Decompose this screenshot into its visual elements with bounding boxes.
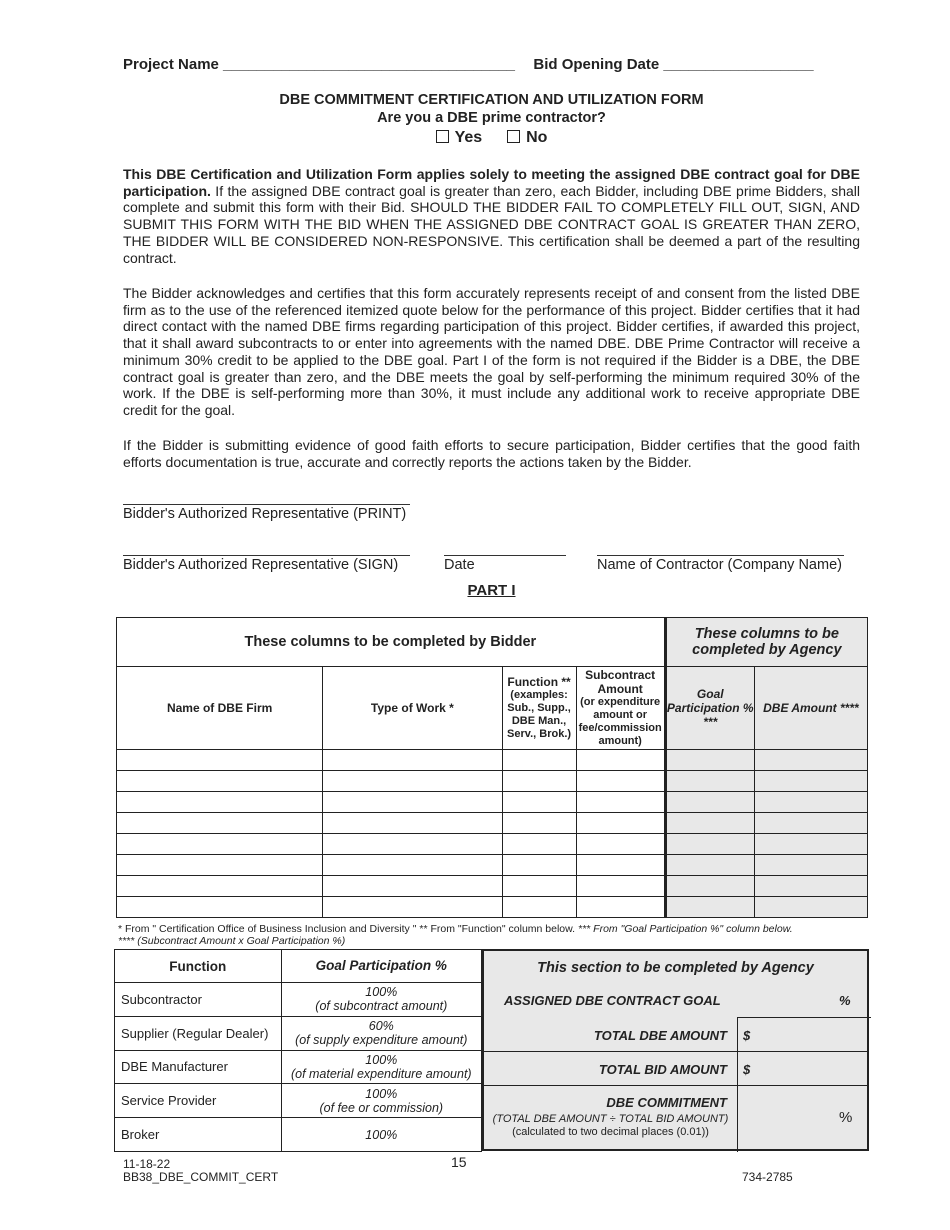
- amount-cell[interactable]: [576, 897, 665, 918]
- amount-note: (or expenditure amount or fee/commission amount): [578, 696, 662, 747]
- dbe-commitment-pct[interactable]: %: [839, 1109, 853, 1126]
- print-signature-line[interactable]: [123, 504, 410, 505]
- goal-cell[interactable]: [665, 792, 754, 813]
- firm-cell[interactable]: [117, 750, 323, 771]
- dbe-amount-cell[interactable]: [754, 876, 867, 897]
- sign-signature-line[interactable]: [123, 555, 410, 556]
- goal-desc: (of fee or commission): [319, 1100, 444, 1115]
- function-cell[interactable]: [502, 897, 576, 918]
- col-header-amount: [576, 667, 665, 750]
- paragraph-body: If the assigned DBE contract goal is greater than zero, each Bidder, including DBE prime Bidders, shall complete and submit this form with their Bid. SHOULD THE BIDDER FAIL TO COMPLETELY FILL OUT, SIGN, AND SUBMIT THIS FORM WITH THE BID WHEN THE ASSIGNED DBE CONTRACT GOAL IS GREATER THAN ZERO, THE BIDDER WILL BE CONSIDERED NON-RESPONSIVE. This certification shall be deemed a part of the resulting contract.: [123, 182, 860, 266]
- col-header-work: Type of Work *: [323, 667, 502, 750]
- goal-pct: 100%: [365, 985, 398, 1000]
- function-goal: [281, 983, 481, 1017]
- agency-section: [482, 949, 869, 1151]
- dbe-amount-cell[interactable]: [754, 792, 867, 813]
- col-header-firm: Name of DBE Firm: [117, 667, 323, 750]
- dbe-amount-cell[interactable]: [754, 897, 867, 918]
- no-checkbox[interactable]: [507, 129, 547, 146]
- firm-cell[interactable]: [117, 834, 323, 855]
- amount-cell[interactable]: [576, 834, 665, 855]
- goal-cell[interactable]: [665, 750, 754, 771]
- goal-cell[interactable]: [665, 876, 754, 897]
- date-label: Date: [444, 557, 475, 573]
- total-dbe-label: TOTAL DBE AMOUNT: [593, 1028, 727, 1043]
- dbe-amount-cell[interactable]: [754, 855, 867, 876]
- dbe-commitment-precision: (calculated to two decimal places (0.01)): [512, 1126, 709, 1138]
- firm-cell[interactable]: [117, 792, 323, 813]
- function-row: [115, 1016, 482, 1050]
- goal-cell[interactable]: [665, 834, 754, 855]
- function-goal-table: [114, 949, 482, 1152]
- paragraph-certification: The Bidder acknowledges and certifies that this form accurately represents receipt of and consent from the listed DBE firm as to the use of the referenced itemized quote below for the performance of this project. Bidder certifies that it had direct contact with the named DBE firms regarding participation of this project. Bidder certifies, if awarded this project, that it shall award subcontracts to or enter into agreements with the named DBE. DBE Prime Contractor will receive a minimum 30% credit to be applied to the DBE goal. Part I of the form is not required if the Bidder is a DBE, the DBE contract goal is greater than zero, and the DBE meets the goal by self-performing the minimum required 30% of the work. If the DBE is self-performing more than 30%, it must include any additional work to receive appropriate DBE credit for the goal.: [123, 285, 860, 418]
- amount-cell[interactable]: [576, 813, 665, 834]
- agency-section-title: This section to be completed by Agency: [537, 960, 814, 976]
- divider: [484, 1051, 867, 1052]
- project-name-label[interactable]: Project Name ___________________________________: [123, 56, 516, 73]
- total-bid-value[interactable]: $: [743, 1062, 751, 1077]
- goal-cell[interactable]: [665, 855, 754, 876]
- dbe-firms-table: [116, 617, 868, 918]
- function-cell[interactable]: [502, 750, 576, 771]
- function-cell[interactable]: [502, 855, 576, 876]
- table-row: [117, 750, 868, 771]
- checkbox-icon[interactable]: [507, 130, 520, 143]
- function-header: Function: [115, 950, 282, 983]
- footnote-line-2: **** (Subcontract Amount x Goal Participation %): [118, 935, 346, 947]
- total-dbe-value[interactable]: $: [743, 1028, 751, 1043]
- function-cell[interactable]: [502, 834, 576, 855]
- yes-no-options: [0, 129, 950, 147]
- function-row: [115, 983, 482, 1017]
- paragraph-good-faith: If the Bidder is submitting evidence of good faith efforts to secure participation, Bidder certifies that the good faith efforts documentation is true, accurate and correctly reports the actions taken by the Bidder.: [123, 437, 860, 470]
- company-name-label: Name of Contractor (Company Name): [597, 557, 842, 573]
- goal-header: Goal Participation %: [281, 950, 481, 983]
- firm-cell[interactable]: [117, 876, 323, 897]
- function-row: [115, 1084, 482, 1118]
- assigned-goal-pct[interactable]: %: [839, 993, 851, 1008]
- paragraph-applicability: [123, 166, 860, 266]
- work-cell[interactable]: [323, 792, 502, 813]
- total-bid-label: TOTAL BID AMOUNT: [598, 1062, 727, 1077]
- amount-cell[interactable]: [576, 771, 665, 792]
- print-signature-label: Bidder's Authorized Representative (PRINT): [123, 506, 407, 522]
- function-name: DBE Manufacturer: [115, 1050, 282, 1084]
- goal-pct: 100%: [365, 1052, 398, 1067]
- divider: [484, 1085, 867, 1086]
- goal-desc: (of supply expenditure amount): [295, 1033, 468, 1048]
- work-cell[interactable]: [323, 771, 502, 792]
- function-name: Broker: [115, 1118, 282, 1152]
- table-row: [117, 813, 868, 834]
- col-header-dbe-amount: DBE Amount ****: [754, 667, 867, 750]
- prime-contractor-question: Are you a DBE prime contractor?: [377, 110, 606, 126]
- goal-cell[interactable]: [665, 897, 754, 918]
- footer-code: BB38_DBE_COMMIT_CERT: [123, 1170, 279, 1184]
- form-title: DBE COMMITMENT CERTIFICATION AND UTILIZATION FORM: [279, 92, 704, 108]
- work-cell[interactable]: [323, 855, 502, 876]
- footer-date: 11-18-22: [123, 1157, 171, 1171]
- table-row: [117, 834, 868, 855]
- dbe-commitment-formula: (TOTAL DBE AMOUNT ÷ TOTAL BID AMOUNT): [492, 1113, 729, 1125]
- dbe-amount-cell[interactable]: [754, 813, 867, 834]
- function-cell[interactable]: [502, 813, 576, 834]
- goal-cell[interactable]: [665, 771, 754, 792]
- function-goal: [281, 1084, 481, 1118]
- dbe-commitment-label: DBE COMMITMENT: [606, 1095, 727, 1110]
- agency-columns-header: These columns to be completed by Agency: [665, 618, 867, 667]
- function-goal: [281, 1118, 481, 1152]
- function-row: [115, 1118, 482, 1152]
- function-goal: [281, 1050, 481, 1084]
- work-cell[interactable]: [323, 750, 502, 771]
- amount-cell[interactable]: [576, 750, 665, 771]
- table-row: [117, 876, 868, 897]
- function-name: Supplier (Regular Dealer): [115, 1016, 282, 1050]
- divider: [737, 1017, 871, 1018]
- dbe-amount-cell[interactable]: [754, 834, 867, 855]
- amount-cell[interactable]: [576, 792, 665, 813]
- col-header-function: [502, 667, 576, 750]
- function-name: Subcontractor: [115, 983, 282, 1017]
- goal-desc: (of material expenditure amount): [290, 1066, 472, 1081]
- goal-pct: 100%: [365, 1127, 398, 1142]
- function-examples: (examples: Sub., Supp., DBE Man., Serv., Brok.): [507, 689, 572, 740]
- firm-cell[interactable]: [117, 813, 323, 834]
- sign-signature-label: Bidder's Authorized Representative (SIGN): [123, 557, 399, 573]
- firm-cell[interactable]: [117, 771, 323, 792]
- amount-cell[interactable]: [576, 876, 665, 897]
- yes-checkbox[interactable]: [436, 129, 483, 146]
- goal-desc: (of subcontract amount): [315, 999, 448, 1014]
- firm-cell[interactable]: [117, 855, 323, 876]
- date-line[interactable]: [444, 555, 566, 556]
- page-number: 15: [451, 1154, 467, 1170]
- function-cell[interactable]: [502, 792, 576, 813]
- amount-cell[interactable]: [576, 855, 665, 876]
- checkbox-icon[interactable]: [436, 130, 449, 143]
- table-row: [117, 771, 868, 792]
- company-name-line[interactable]: [597, 555, 844, 556]
- goal-cell[interactable]: [665, 813, 754, 834]
- header-row: [123, 56, 814, 73]
- work-cell[interactable]: [323, 813, 502, 834]
- bid-opening-date-label[interactable]: Bid Opening Date __________________: [533, 56, 814, 73]
- function-name: Service Provider: [115, 1084, 282, 1118]
- no-label: No: [526, 129, 548, 146]
- footnote-b: *** From "Goal Participation %" column below.: [577, 923, 793, 935]
- function-row: [115, 1050, 482, 1084]
- footnote-line-1: [118, 923, 793, 935]
- function-title: Function **: [507, 675, 571, 689]
- bidder-columns-header: These columns to be completed by Bidder: [117, 618, 666, 667]
- assigned-goal-label: ASSIGNED DBE CONTRACT GOAL: [504, 993, 721, 1008]
- part-one-heading: PART I: [467, 582, 516, 599]
- dbe-amount-cell[interactable]: [754, 771, 867, 792]
- work-cell[interactable]: [323, 876, 502, 897]
- function-goal: [281, 1016, 481, 1050]
- paragraph-bold-lead: This DBE Certification and Utilization Form applies solely to meeting the assigned DBE contract goal for DBE participation.: [123, 166, 860, 199]
- amount-title: Subcontract Amount: [585, 668, 656, 696]
- goal-pct: 100%: [365, 1086, 398, 1101]
- table-row: [117, 855, 868, 876]
- footnote-a: * From " Certification Office of Business Inclusion and Diversity " ** From "Function" column below.: [118, 923, 578, 935]
- col-header-goal: Goal Participation % ***: [665, 667, 754, 750]
- goal-pct: 60%: [368, 1019, 394, 1034]
- function-cell[interactable]: [502, 771, 576, 792]
- footer-number: 734-2785: [742, 1170, 793, 1184]
- work-cell[interactable]: [323, 897, 502, 918]
- table-row: [117, 792, 868, 813]
- dbe-amount-cell[interactable]: [754, 750, 867, 771]
- function-cell[interactable]: [502, 876, 576, 897]
- firm-cell[interactable]: [117, 897, 323, 918]
- yes-label: Yes: [454, 129, 483, 146]
- table-row: [117, 897, 868, 918]
- work-cell[interactable]: [323, 834, 502, 855]
